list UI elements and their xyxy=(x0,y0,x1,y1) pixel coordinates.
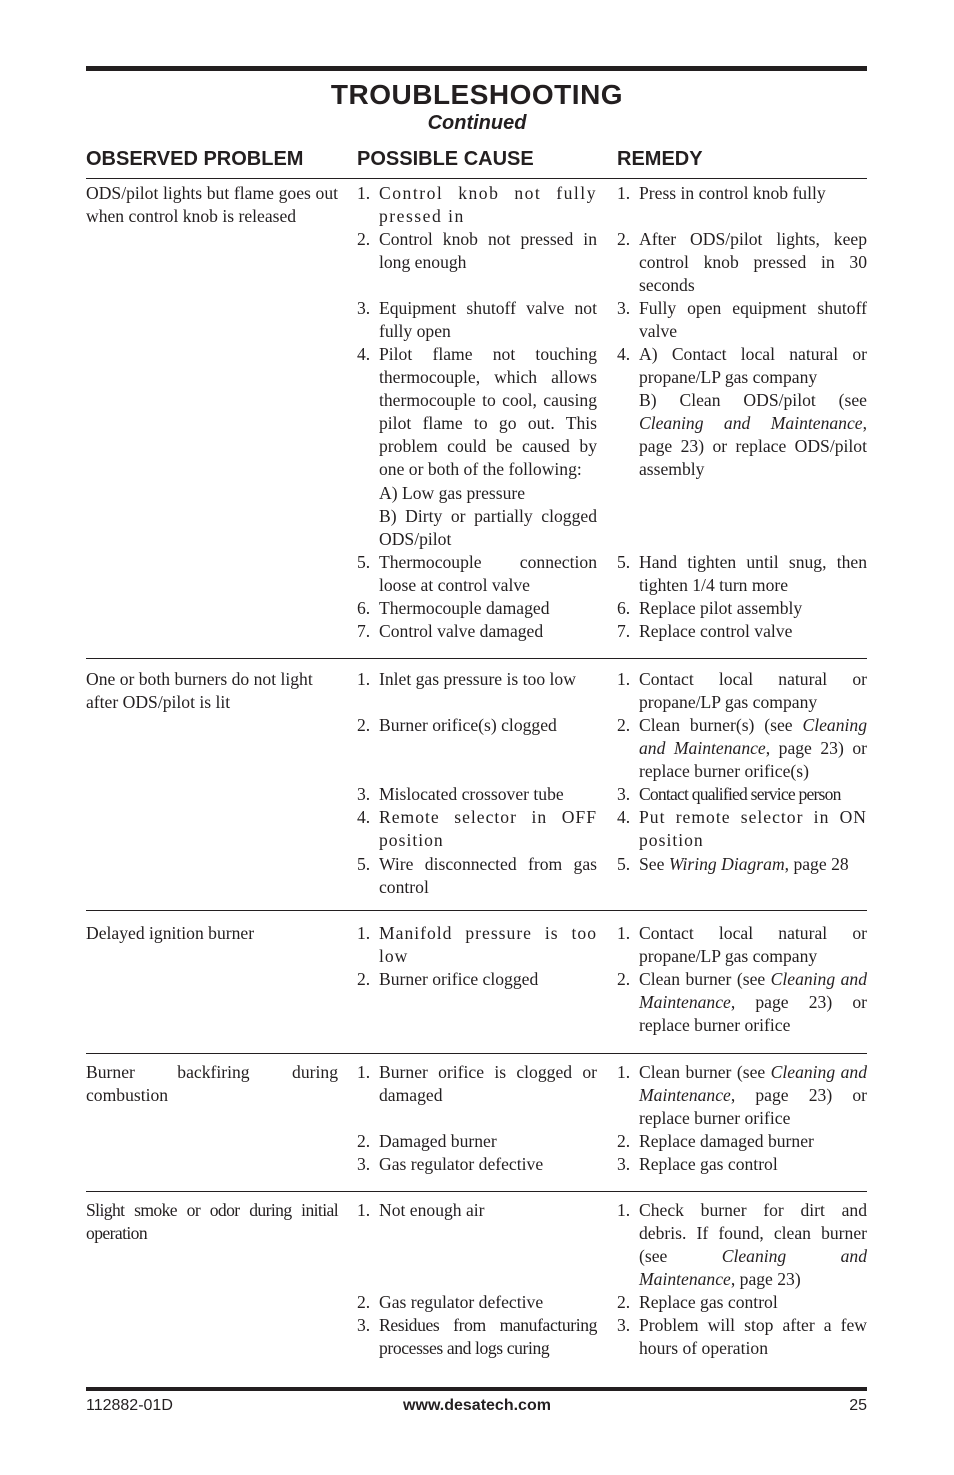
column-header-remedy: REMEDY xyxy=(617,148,703,170)
observed-problem: ODS/pilot lights but flame goes out when control knob is released xyxy=(86,183,338,226)
cause-item: 4. Pilot flame not touching thermocouple, which allows thermocouple to cool, causing pilot flame to go out. This problem could be caused by one or both of the following: xyxy=(357,344,597,479)
remedy-item: 1. Contact local natural or propane/LP gas company xyxy=(617,923,867,966)
cause-item: 2. Gas regulator defective xyxy=(357,1292,544,1312)
page-title: TROUBLESHOOTING xyxy=(330,79,624,110)
document-number: 112882-01D xyxy=(86,1397,173,1414)
cause-item: 2. Damaged burner xyxy=(357,1131,497,1151)
remedy-item: 3. Problem will stop after a few hours of operation xyxy=(617,1315,867,1358)
remedy-item: 1. Contact local natural or propane/LP gas company xyxy=(617,669,867,712)
remedy-item: 2. Replace gas control xyxy=(617,1292,778,1312)
remedy-subitem: B) Clean ODS/pilot (see Cleaning and Maintenance, page 23) or replace ODS/pilot assembly xyxy=(639,390,867,479)
cause-item: 5. Thermocouple connection loose at control valve xyxy=(357,552,597,595)
top-rule xyxy=(86,66,867,71)
remedy-item: 1. Press in control knob fully xyxy=(617,183,826,203)
section-divider xyxy=(86,658,867,659)
cause-item: 2. Control knob not pressed in long enough xyxy=(357,229,597,272)
cause-item: 1. Control knob not fully pressed in xyxy=(357,183,597,226)
cause-item: 2. Burner orifice clogged xyxy=(357,969,539,989)
remedy-item: 5. Hand tighten until snug, then tighten 1/4 turn more xyxy=(617,552,867,595)
observed-problem: Burner backfiring during combustion xyxy=(86,1062,338,1105)
column-header-cause: POSSIBLE CAUSE xyxy=(357,148,534,170)
section-divider xyxy=(86,910,867,911)
remedy-item: 1. Check burner for dirt and debris. If found, clean burner (see Cleaning and Maintenance, page 23) xyxy=(617,1200,867,1289)
cause-item: 7. Control valve damaged xyxy=(357,621,544,641)
header-rule xyxy=(86,178,867,179)
cause-item: 3. Gas regulator defective xyxy=(357,1154,544,1174)
remedy-item: 3. Contact qualified service person xyxy=(617,784,841,804)
remedy-item: 2. Replace damaged burner xyxy=(617,1131,814,1151)
remedy-item: 4. A) Contact local natural or propane/LP gas company xyxy=(617,344,867,387)
observed-problem: Delayed ignition burner xyxy=(86,923,255,943)
page-number: 25 xyxy=(849,1397,867,1414)
cause-item: 3. Mislocated crossover tube xyxy=(357,784,564,804)
observed-problem: One or both burners do not light after ODS/pilot is lit xyxy=(86,669,313,712)
cause-item: 1. Not enough air xyxy=(357,1200,485,1220)
cause-item: 1. Burner orifice is clogged or damaged xyxy=(357,1062,597,1105)
bottom-rule xyxy=(86,1387,867,1391)
remedy-item: 5. See Wiring Diagram, page 28 xyxy=(617,854,849,874)
remedy-item: 2. Clean burner (see Cleaning and Maintenance, page 23) or replace burner orifice xyxy=(617,969,867,1035)
remedy-item: 2. Clean burner(s) (see Cleaning and Maintenance, page 23) or replace burner orifice(s) xyxy=(617,715,867,781)
cause-subitem: B) Dirty or partially clogged ODS/pilot xyxy=(379,506,597,549)
cause-item: 4. Remote selector in OFF position xyxy=(357,807,597,850)
cause-item: 3. Equipment shutoff valve not fully open xyxy=(357,298,597,341)
remedy-item: 4. Put remote selector in ON position xyxy=(617,807,867,850)
cause-item: 6. Thermocouple damaged xyxy=(357,598,550,618)
cause-item: 5. Wire disconnected from gas control xyxy=(357,854,597,897)
page-subtitle: Continued xyxy=(427,112,527,134)
remedy-item: 3. Replace gas control xyxy=(617,1154,778,1174)
cause-item: 1. Inlet gas pressure is too low xyxy=(357,669,576,689)
remedy-item: 3. Fully open equipment shutoff valve xyxy=(617,298,867,341)
remedy-item: 7. Replace control valve xyxy=(617,621,793,641)
remedy-item: 1. Clean burner (see Cleaning and Maintenance, page 23) or replace burner orifice xyxy=(617,1062,867,1128)
cause-item: 1. Manifold pressure is too low xyxy=(357,923,597,966)
cause-item: 3. Residues from manufacturing processes and logs curing xyxy=(357,1315,597,1358)
remedy-item: 2. After ODS/pilot lights, keep control knob pressed in 30 seconds xyxy=(617,229,867,295)
website-link[interactable]: www.desatech.com xyxy=(403,1397,551,1414)
section-divider xyxy=(86,1053,867,1054)
cause-item: 2. Burner orifice(s) clogged xyxy=(357,715,557,735)
observed-problem: Slight smoke or odor during initial operation xyxy=(86,1200,338,1243)
remedy-item: 6. Replace pilot assembly xyxy=(617,598,803,618)
column-header-problem: OBSERVED PROBLEM xyxy=(86,148,304,170)
cause-subitem: A) Low gas pressure xyxy=(379,483,526,503)
section-divider xyxy=(86,1191,867,1192)
